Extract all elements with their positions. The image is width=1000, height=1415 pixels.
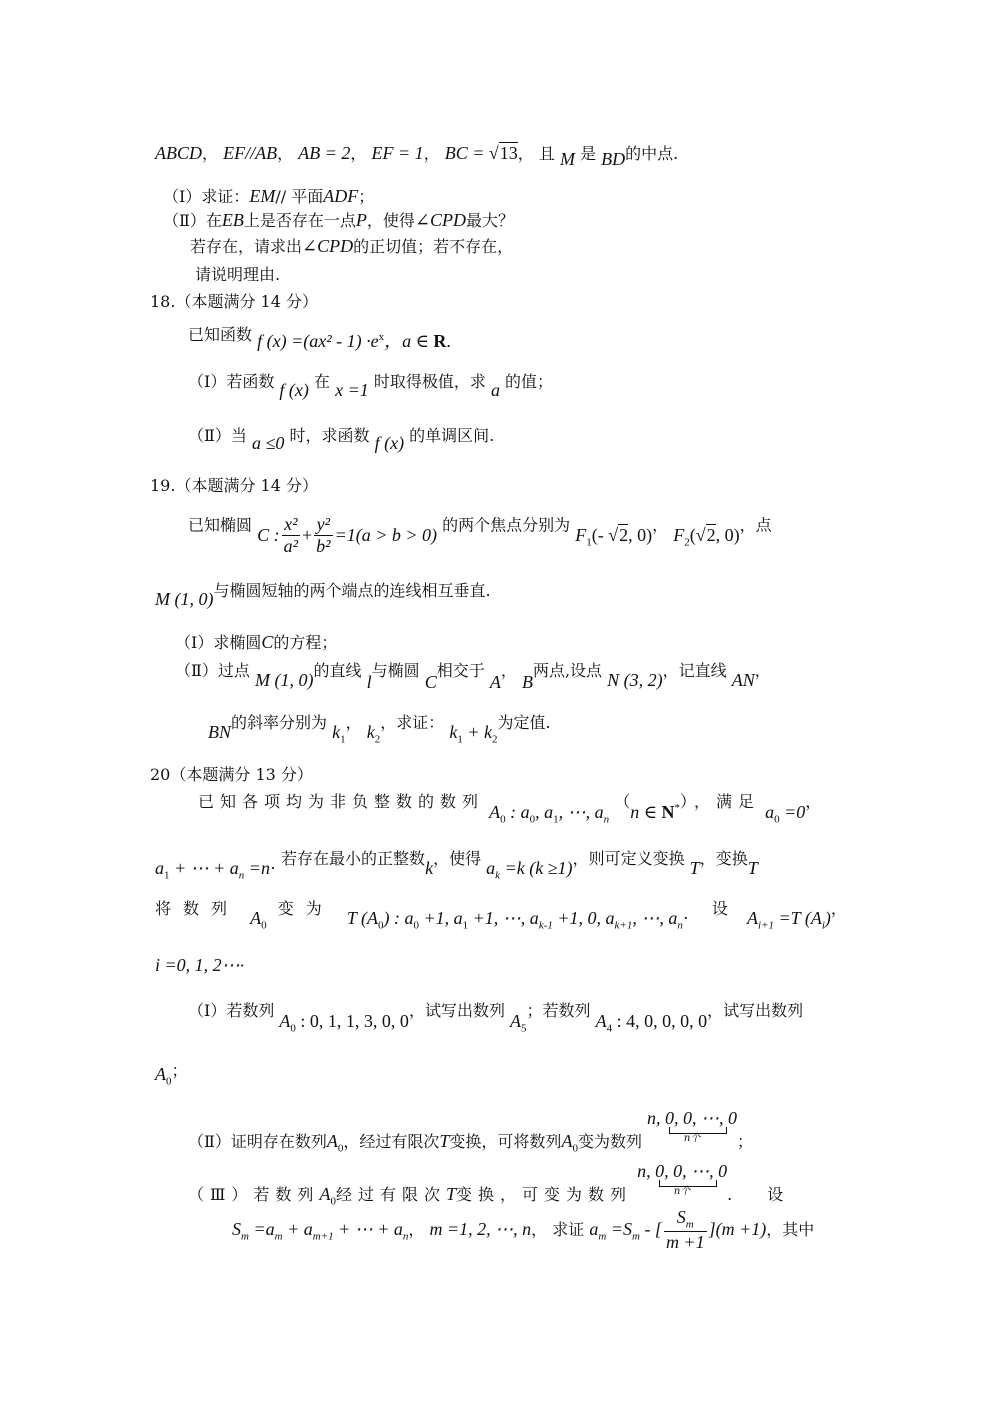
q17-part2-line2 [190, 236, 513, 258]
q19-f2: $F_2(√2$, 0) [673, 524, 740, 549]
seq-b: : a [505, 802, 530, 822]
q20-part3-end: ，其中 [766, 1219, 815, 1239]
q19-line-l: l [366, 672, 372, 692]
q20-part3 [188, 1161, 784, 1209]
q17-given-line [155, 143, 679, 169]
q20-part2-T: T [439, 1131, 450, 1151]
end: ； [171, 1061, 188, 1080]
minus: - [ [639, 1218, 662, 1239]
eq: =a [248, 1218, 275, 1239]
sub1: 1 [553, 813, 559, 826]
q19-header-text: 19.（本题满分 14 分） [150, 476, 318, 495]
q19-intro [188, 505, 772, 556]
q17-midpoint: 的中点. [625, 144, 679, 163]
q18-part2-b: 时，求函数 [289, 426, 370, 445]
t1: 1 [462, 919, 469, 932]
sep: ， [345, 713, 362, 732]
q18-header-text: 18.（本题满分 14 分） [150, 292, 318, 311]
sep: ， [531, 1219, 548, 1239]
q20-part2 [188, 1108, 754, 1156]
q19-y-frac [314, 515, 332, 557]
ksum-b-sub: 2 [491, 733, 498, 746]
a4: A [595, 1011, 607, 1031]
q20-am-formula [589, 1207, 767, 1252]
q19-part2-j: 为定值. [497, 713, 551, 732]
eq2: =S [606, 1218, 632, 1239]
q20-l2-t4: ，变换 [699, 849, 748, 868]
q20-l2-t2: ，使得 [433, 849, 482, 868]
q18-part2-f: f (x) [374, 433, 405, 453]
q18-intro-text: 已知函数 [188, 325, 253, 344]
q18-part2-cond: a ≤0 [251, 433, 285, 453]
q20-l3-set: 设 [711, 899, 728, 918]
q19-part2-cc: C [424, 672, 437, 692]
q17-part2-t2: ，使得 [366, 211, 415, 230]
q20-part2-b: ，经过有限次 [343, 1132, 440, 1151]
q19-line-bn: BN [208, 722, 232, 742]
sep: ， [202, 144, 219, 163]
q20-i-values: i =0, 1, 2⋯ [155, 955, 240, 975]
q18-part2-a: （Ⅱ）当 [188, 426, 247, 445]
tail: ](m +1) [708, 1218, 767, 1239]
q19-x-den: a² [283, 535, 299, 556]
q20-part2-d: 变为数列 [577, 1132, 642, 1151]
q20-line4 [155, 955, 245, 977]
a5-sub: 5 [521, 1022, 527, 1035]
ak: a [486, 858, 496, 878]
q20-part3-b: 经过有限次 [335, 1185, 446, 1204]
q19-point-a: A [489, 672, 501, 692]
q18-header [150, 292, 318, 311]
q18-part1-a-var: a [490, 380, 500, 400]
q20-ak-eq [486, 858, 573, 882]
q20-part1b [155, 1060, 188, 1088]
f2-label: F [673, 524, 685, 545]
q20-line3 [155, 898, 847, 932]
q20-l2-t: 若存在最小的正整数 [281, 849, 426, 868]
q20-l3-seq [250, 908, 267, 932]
q19-k1 [332, 722, 346, 746]
q19-part1-c: C [261, 632, 274, 652]
q20-part3-a: （Ⅲ）若数列 [188, 1185, 320, 1204]
dot: · [269, 858, 276, 878]
k1: k [332, 722, 341, 742]
seq: A [326, 1131, 338, 1151]
seq-sub: 0 [330, 1195, 336, 1208]
end: ； [737, 1132, 754, 1151]
sep: ， [350, 144, 367, 163]
ta: T (A [346, 908, 378, 928]
f2-rad: 2 [706, 524, 716, 545]
q17-and: 且 [538, 144, 555, 163]
q17-part2-t1: 上是否存在一点 [243, 211, 356, 230]
dot: · [682, 908, 689, 928]
a5: A [510, 1011, 522, 1031]
q20-sm-def [232, 1218, 409, 1243]
f1-a: (- [591, 524, 609, 545]
q20-part2-seq2 [561, 1131, 578, 1155]
q17-eb: EB [221, 210, 244, 230]
seq-sub: 0 [290, 1022, 296, 1035]
tf: , ⋯, a [632, 908, 678, 928]
q20-part3-seq [319, 1184, 336, 1208]
q20-part1-b: ，试写出数列 [408, 1001, 505, 1020]
q20-part1-a: （Ⅰ）若数列 [188, 1001, 275, 1020]
q20-part2-a: （Ⅱ）证明存在数列 [188, 1132, 327, 1151]
seq-values: : 0, 1, 1, 3, 0, 0 [295, 1011, 409, 1031]
q20-part1-seq [279, 1011, 409, 1035]
q17-part2 [163, 210, 514, 232]
q19-m-point: M (1, 0) [155, 589, 214, 609]
q20-header-text: 20（本题满分 13 分） [150, 765, 313, 784]
q19-part2-f: ，记直线 [662, 661, 727, 680]
e3: n [402, 1230, 409, 1243]
t0: 0 [413, 919, 419, 932]
bc-label: BC = [444, 143, 489, 163]
q19-part2-g: 的斜率分别为 [231, 713, 328, 732]
q18-dot: . [446, 331, 451, 351]
k2: k [366, 722, 375, 742]
sep: ， [652, 515, 669, 535]
q20-part3-T: T [445, 1184, 456, 1204]
naturals: N [661, 802, 675, 822]
q19-intro2 [155, 580, 491, 609]
q17-given-ef-ab: EF//AB [223, 143, 278, 163]
star: * [674, 802, 681, 814]
tb: ) : a [383, 908, 414, 928]
e1: m [274, 1230, 283, 1243]
sub0: 0 [529, 813, 536, 826]
seq-a: A [489, 802, 501, 822]
q19-point-n: N (3, 2) [607, 670, 663, 690]
tk1: k+1 [614, 919, 633, 932]
q20-seq-def [489, 802, 610, 826]
k1-sub: 1 [340, 733, 346, 746]
underbrace-label: n个 [673, 1186, 691, 1197]
q20-transform [346, 908, 689, 932]
q19-part1 [175, 632, 337, 654]
c1: , a [535, 802, 554, 822]
q17-bd: BD [601, 149, 626, 169]
q17-m: M [559, 149, 575, 169]
ais: i+1 [758, 919, 775, 932]
q19-part2-d: 相交于 [436, 661, 485, 680]
c2: , ⋯, a [558, 802, 604, 822]
underbrace-label: n个 [683, 1133, 701, 1144]
a0: a [765, 802, 775, 822]
ksum-plus: + k [462, 722, 492, 742]
q18-part1-x: x =1 [335, 380, 369, 400]
q17-part2-label: （Ⅱ）在 [163, 211, 222, 230]
sep: ， [277, 144, 294, 163]
sep: ， [500, 661, 517, 680]
sep: ， [754, 661, 771, 680]
sep: ， [423, 144, 440, 163]
q20-part1-c: ；若数列 [526, 1001, 591, 1020]
a4-values: : 4, 0, 0, 0, 0 [612, 1011, 708, 1031]
target-seq: n, 0, 0, ⋯, 0 [647, 1108, 738, 1128]
q18-intro [188, 324, 451, 351]
q19-intro2-text: 与椭圆短轴的两个端点的连线相互垂直. [213, 581, 491, 600]
seq2: A [561, 1131, 573, 1151]
sum-b: + ⋯ + a [169, 858, 239, 878]
tn: n [677, 919, 683, 932]
f2-b: , 0) [715, 524, 740, 545]
q19-part1-a: （Ⅰ）求椭圆 [175, 633, 262, 652]
q17-part2-line3-text: 请说明理由. [195, 265, 281, 284]
nin: n ∈ [630, 802, 662, 822]
q19-part2-b: 的直线 [313, 661, 362, 680]
paren2: ），满足 [680, 792, 761, 811]
a4-sub: 4 [606, 1022, 613, 1035]
q19-part2 [175, 660, 771, 692]
q18-part1 [188, 371, 554, 400]
q17-angle-cpd: ∠CPD [414, 210, 467, 230]
a0-sub: 0 [166, 1075, 172, 1088]
subn: n [603, 813, 610, 826]
dot: · [239, 956, 245, 975]
q17-part1-end: ； [358, 187, 375, 206]
q20-a0-zero [765, 802, 806, 826]
q20-part3-target [637, 1162, 727, 1197]
q19-part2-e: 两点,设点 [532, 661, 603, 680]
q20-k: k [425, 858, 434, 878]
f2-sub: 2 [684, 536, 690, 549]
q20-part3-d: 设 [767, 1185, 784, 1204]
q20-part1-d: ，试写出数列 [707, 1001, 804, 1020]
sum-b-sub: n [238, 869, 245, 882]
q18-part1-d: 的值； [505, 372, 554, 391]
bc-radicand: 13 [499, 143, 518, 163]
eq2-sub: m [631, 1230, 640, 1243]
q20-l1-a: 已知各项均为非负整数的数列 [198, 792, 485, 811]
q19-c: C : [257, 524, 280, 545]
q18-reals: R [433, 331, 447, 351]
q20-a5 [510, 1011, 527, 1035]
q20-T: T [689, 858, 700, 878]
sum-c: =n [244, 858, 270, 878]
q19-f1: $F_1(-$ √2, 0) [575, 524, 653, 549]
q19-x-frac [282, 515, 300, 557]
q17-given-ef: EF = 1 [371, 143, 424, 163]
eqs: i [821, 919, 825, 932]
fnum-sub: m [685, 1218, 694, 1231]
s-sub: m [241, 1230, 249, 1243]
sep: ， [408, 1219, 425, 1239]
q19-part1-b: 的方程； [273, 633, 338, 652]
q19-part2-m: M (1, 0) [254, 670, 314, 690]
q20-part1 [188, 1000, 804, 1035]
q18-exp: x [378, 331, 385, 343]
q19-k-sum [449, 722, 498, 746]
q20-recurrence [747, 908, 831, 932]
q20-part3-c: 变换，可变为数列 [455, 1185, 632, 1204]
q20-header [150, 765, 313, 784]
q20-part2-seq [326, 1131, 344, 1155]
q19-plus: + [302, 524, 313, 545]
tk: k-1 [538, 919, 553, 932]
sep: ， [739, 515, 756, 535]
q20-T2: T [747, 858, 758, 878]
q19-line-an: AN [731, 670, 755, 690]
q19-intro-b: 的两个焦点分别为 [442, 515, 571, 535]
q19-x-num: x² [282, 515, 300, 536]
f1-b: , 0) [628, 524, 653, 545]
q19-y-num: y² [314, 515, 332, 536]
q17-parallel-plane: // 平面 [275, 187, 324, 206]
sm-frac-den: m +1 [665, 1231, 705, 1252]
am: a [589, 1218, 599, 1239]
ak-sub: k [495, 869, 501, 882]
q17-given-ab: AB = 2 [298, 143, 351, 163]
eq: =T (A [774, 908, 822, 928]
p1: + a [282, 1218, 313, 1239]
q19-intro-a: 已知椭圆 [188, 515, 253, 535]
tas: 0 [378, 919, 384, 932]
q18-part1-c: 时取得极值，求 [373, 372, 486, 391]
q20-part1b-a0 [155, 1064, 172, 1088]
q19-point-b: B [521, 672, 533, 692]
f1-rad: 2 [619, 524, 629, 545]
ak-eq: =k (k ≥1) [500, 858, 573, 878]
q18-part1-b: 在 [314, 372, 331, 391]
q18-f: f (x) = [257, 331, 304, 351]
q20-part3-line2 [232, 1208, 814, 1253]
f1-sub: 1 [586, 536, 592, 549]
sep: ， [517, 144, 534, 163]
q19-part2-i: ，求证： [380, 713, 445, 732]
q20-l2-t3: ，则可定义变换 [572, 849, 685, 868]
k2-sub: 2 [374, 733, 381, 746]
q18-tail: ，a ∈ [384, 331, 434, 351]
target-seq: n, 0, 0, ⋯, 0 [637, 1161, 728, 1181]
q19-part2-line2 [208, 712, 551, 746]
q20-part2-target [647, 1109, 737, 1144]
q20-line2 [155, 848, 758, 882]
q18-body: (ax² - 1) ·e [303, 331, 379, 351]
f1-label: F [575, 524, 587, 545]
sm-frac-num [664, 1208, 707, 1232]
q20-l3-b: 变为 [277, 899, 334, 918]
sum-a: a [155, 858, 164, 878]
q18-part2 [188, 425, 495, 453]
am-sub: m [598, 1230, 607, 1243]
q18-part1-f: f (x) [279, 380, 309, 400]
q17-adf: ADF [323, 186, 359, 206]
q20-l3-a: 将数列 [155, 899, 240, 918]
seq2-sub: 0 [572, 1142, 578, 1155]
fnum: S [676, 1207, 686, 1227]
seq-a-sub: 0 [500, 813, 506, 826]
q17-part1 [163, 186, 374, 208]
q19-header [150, 476, 318, 495]
q17-part2-line2a: 若存在，请求出 [190, 237, 303, 256]
q20-line1 [198, 791, 822, 826]
ksum-a: k [449, 722, 458, 742]
q20-sum [155, 858, 276, 882]
q19-intro-d: 点 [755, 515, 772, 535]
q20-part2-c: 变换，可将数列 [449, 1132, 562, 1151]
q17-part2-t3: 最大？ [466, 211, 515, 230]
a0: A [155, 1064, 166, 1084]
q17-given-bc: BC = √13 [444, 143, 518, 163]
seq: A [319, 1184, 331, 1204]
s: S [232, 1218, 241, 1239]
td: +1, ⋯, a [468, 908, 539, 928]
a0-eq: =0 [779, 802, 806, 822]
q17-part1-label: （Ⅰ）求证： [163, 187, 250, 206]
q17-p: P [355, 210, 367, 230]
seq: A [250, 908, 262, 928]
q19-part2-a: （Ⅱ）过点 [175, 661, 250, 680]
sum-a-sub: 1 [164, 869, 170, 882]
tc: +1, a [419, 908, 463, 928]
te: +1, 0, a [552, 908, 615, 928]
dot: . [727, 1185, 733, 1204]
f2-a: ( [689, 524, 696, 545]
seq-sub: 0 [261, 919, 267, 932]
seq-sub: 0 [337, 1142, 344, 1155]
paren: （ [614, 792, 631, 811]
q17-part2-line3 [195, 265, 280, 284]
sep: ， [830, 899, 847, 918]
q17-angle-cpd-2: ∠CPD [302, 236, 354, 256]
e2: m+1 [312, 1230, 334, 1243]
q18-part1-a: （Ⅰ）若函数 [188, 372, 275, 391]
sep: ， [805, 792, 822, 811]
q20-m-range: m =1, 2, ⋯, n [429, 1218, 532, 1239]
q18-part2-c: 的单调区间. [409, 426, 495, 445]
ksum-a-sub: 1 [457, 733, 463, 746]
q20-proof: 求证 [552, 1219, 585, 1239]
q20-a4 [595, 1011, 708, 1035]
sm-frac [664, 1208, 707, 1253]
q20-n-in-N [630, 802, 680, 822]
q17-given-abcd: ABCD [155, 143, 202, 163]
seq: A [279, 1011, 291, 1031]
a0-sub: 0 [774, 813, 780, 826]
q18-function [257, 331, 451, 351]
ai: A [747, 908, 759, 928]
q19-part2-c: 与椭圆 [371, 661, 420, 680]
p2: + ⋯ + a [333, 1218, 403, 1239]
q17-part2-line2b: 的正切值；若不存在， [353, 237, 514, 256]
q17-is: 是 [580, 144, 597, 163]
q19-eq: =1(a > b > 0) [334, 524, 438, 545]
q19-y-den: b² [316, 535, 331, 556]
q19-k2 [366, 722, 381, 746]
q17-em: EM [249, 186, 276, 206]
eqe: ) [824, 908, 831, 928]
